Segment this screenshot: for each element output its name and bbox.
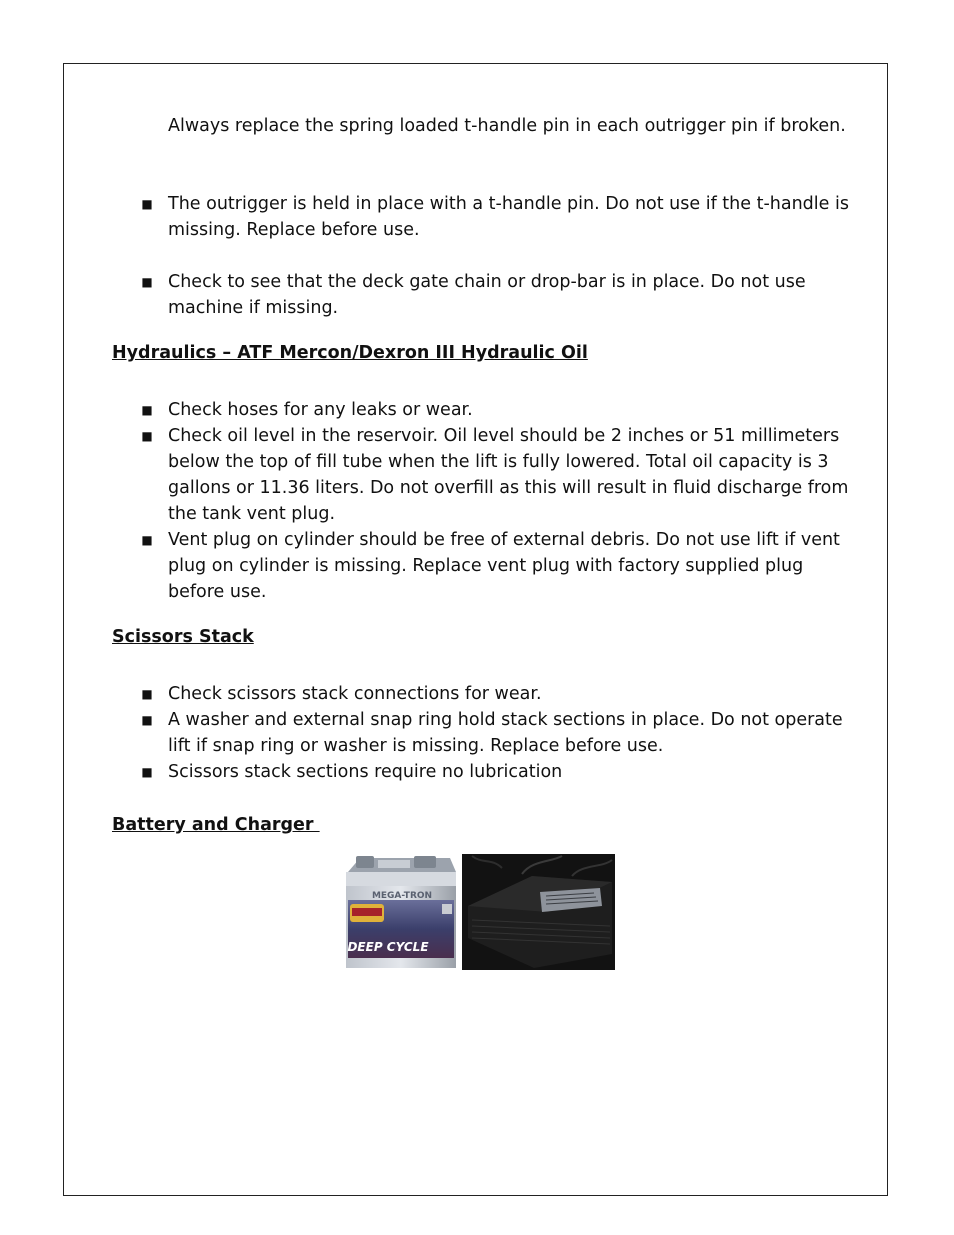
scissors-heading: Scissors Stack	[112, 627, 254, 647]
bullet-icon: ■	[141, 197, 153, 211]
battery-photo	[338, 854, 460, 971]
intro-paragraph: Always replace the spring loaded t-handle pin in each outrigger pin if broken.	[168, 116, 846, 136]
list-item: ■ Check scissors stack connections for wear.	[140, 681, 850, 707]
list-item: ■ Check to see that the deck gate chain or drop-bar is in place. Do not use machine if missing.	[140, 269, 850, 321]
hydraulics-list	[140, 397, 850, 605]
battery-heading: Battery and Charger	[112, 815, 320, 835]
bullet-icon: ■	[141, 765, 153, 779]
charger-photo	[462, 854, 615, 970]
list-item: ■ Check hoses for any leaks or wear.	[140, 397, 850, 423]
list-item: ■ The outrigger is held in place with a t-handle pin. Do not use if the t-handle is missing. Replace before use.	[140, 191, 850, 243]
bullet-icon: ■	[141, 687, 153, 701]
bullet-icon: ■	[141, 713, 153, 727]
list-item: ■ Vent plug on cylinder should be free of external debris. Do not use lift if vent plug on cylinder is missing. Replace vent plug with factory supplied plug before use.	[140, 527, 850, 605]
bullet-icon: ■	[141, 275, 153, 289]
hydraulics-heading: Hydraulics – ATF Mercon/Dexron III Hydraulic Oil	[112, 343, 588, 363]
deck-gate-list	[140, 269, 850, 321]
list-item: ■ Scissors stack sections require no lubrication	[140, 759, 850, 785]
charger-image	[462, 854, 615, 970]
list-item: ■ Check oil level in the reservoir. Oil level should be 2 inches or 51 millimeters below the top of fill tube when the lift is fully lowered. Total oil capacity is 3 gallons or 11.36 liters. Do not overfill as this will result in fluid discharge from the tank vent plug.	[140, 423, 850, 527]
battery-type-label: DEEP CYCLE	[347, 940, 429, 954]
list-item: ■ A washer and external snap ring hold stack sections in place. Do not operate lift if snap ring or washer is missing. Replace before use.	[140, 707, 850, 759]
bullet-icon: ■	[141, 403, 153, 417]
outrigger-list	[140, 191, 850, 243]
battery-image	[338, 854, 460, 971]
scissors-list	[140, 681, 850, 785]
bullet-icon: ■	[141, 429, 153, 443]
bullet-icon: ■	[141, 533, 153, 547]
battery-brand-label: MEGA-TRON	[371, 891, 433, 901]
